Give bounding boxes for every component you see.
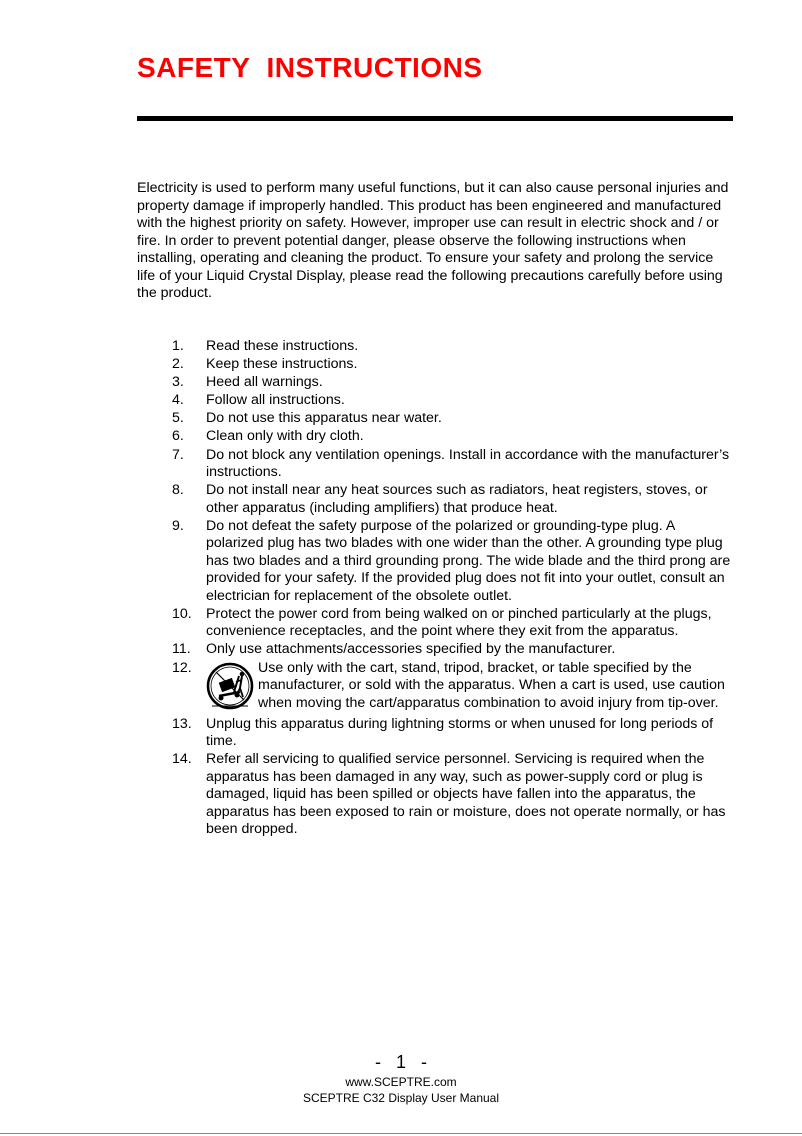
item-text: Do not install near any heat sources such as radiators, heat registers, stoves, or other apparatus (including amplifiers) that produce heat. [206,482,708,516]
item-text: Unplug this apparatus during lightning storms or when unused for long periods of time. [206,715,714,750]
list-item [172,392,734,410]
item-text: Read these instructions. [206,338,359,354]
page-number: - 1 - [374,1052,427,1072]
item-number: 1. [172,338,184,354]
title-divider [137,116,733,121]
item-text: Follow all instructions. [206,392,345,409]
list-item [172,374,734,392]
page-title: SAFETY INSTRUCTIONS [137,52,483,83]
item-text: Do not defeat the safety purpose of the polarized or grounding-type plug. A polarized plug has two blades with one wider than the other. A grounding type plug has two blades and a third grounding prong. The wide blade and the third prong are provided for your safety. If the provided plug does not fit into your outlet, consult an electrician for replacement of the obsolete outlet. [206,517,731,604]
footer-url: www.SCEPTRE.com [345,1075,457,1089]
item-text: Do not use this apparatus near water. [206,410,442,427]
item-text: Protect the power cord from being walked on or pinched particularly at the plugs, convenience receptacles, and the point where they exit from the apparatus. [206,605,712,640]
item-number: 14. [172,751,192,768]
footer-manual-title: SCEPTRE C32 Display User Manual [302,1091,500,1105]
item-text: Heed all warnings. [206,374,323,391]
item-text: Refer all servicing to qualified service personnel. Servicing is required when the apparatus has been damaged in any way, such as power-supply cord or plug is damaged, liquid has been spilled or objects have fallen into the apparatus, the apparatus has been exposed to rain or moisture, does not operate normally, or has been dropped. [206,751,726,838]
item-text: Use only with the cart, stand, tripod, bracket, or table specified by the manufacturer, or sold with the apparatus. When a cart is used, use caution when moving the cart/apparatus combination to avoid injury from tip-over. [258,659,725,711]
item-number: 6. [172,428,184,445]
item-number: 8. [172,482,184,499]
item-number: 3. [172,374,184,391]
item-text: Do not block any ventilation openings. Install in accordance with the manufacturer’s instructions. [206,446,730,481]
list-item [172,660,734,716]
item-number: 10. [172,605,192,622]
list-item [172,751,734,839]
item-text: Only use attachments/accessories specified by the manufacturer. [206,641,616,658]
item-number: 5. [172,410,184,427]
item-number: 13. [172,715,192,732]
list-item [172,518,734,606]
bottom-divider [0,1133,802,1134]
item-text: Keep these instructions. [206,356,358,373]
instructions-list [172,338,734,839]
list-item [172,641,734,659]
list-item [172,606,734,641]
item-text: Clean only with dry cloth. [206,428,364,445]
item-number: 2. [172,356,184,373]
item-number: 11. [172,641,191,658]
list-item [172,482,734,517]
list-item [172,410,734,428]
cart-tip-over-warning-icon [206,660,258,716]
item-number: 4. [172,392,184,409]
list-item [172,716,734,751]
intro-paragraph: Electricity is used to perform many useful functions, but it can also cause personal injuries and property damage if improperly handled. This product has been engineered and manufactured with the highest priority on safety. However, improper use can result in electric shock and / or fire. In order to prevent potential danger, please observe the following instructions when installing, operating and cleaning the product. To ensure your safety and prolong the service life of your Liquid Crystal Display, please read the following precautions carefully before using the product. [137,180,729,301]
item-number: 7. [172,446,184,463]
item-number: 12. [172,659,192,676]
item-number: 9. [172,517,184,534]
list-item [172,447,734,482]
list-item [172,428,734,446]
list-item [172,338,734,356]
list-item [172,356,734,374]
